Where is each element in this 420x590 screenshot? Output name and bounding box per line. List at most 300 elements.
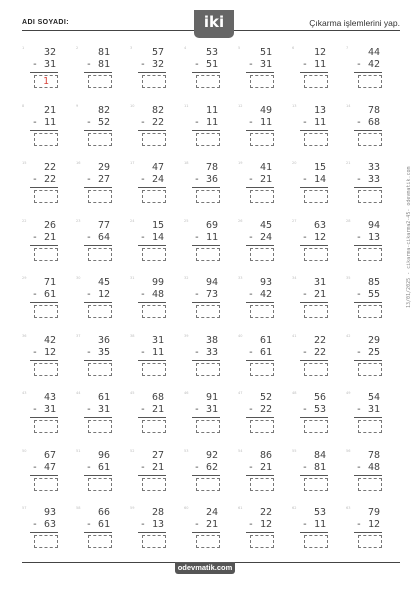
answer-box[interactable] (142, 248, 166, 261)
question-number: 47 (238, 391, 243, 395)
answer-box[interactable] (142, 75, 166, 88)
question-number: 32 (184, 276, 189, 280)
subtrahend-line (302, 117, 326, 128)
sum-rule (192, 532, 220, 533)
minus-sign: - (31, 231, 44, 243)
answer-box[interactable] (196, 305, 220, 318)
subtraction-problem (292, 274, 334, 324)
question-number: 54 (238, 448, 243, 453)
sum-rule (84, 360, 112, 361)
subtraction-problem (76, 44, 118, 94)
sum-rule (246, 475, 274, 476)
sum-rule (84, 187, 112, 188)
minus-sign: - (247, 461, 260, 473)
subtraction-problem (292, 447, 334, 497)
answer-value: 1 (43, 76, 49, 87)
subtrahend: 11 (259, 116, 272, 128)
subtrahend-line (86, 289, 110, 300)
subtrahend-line (356, 347, 380, 358)
subtraction-problem (184, 159, 226, 209)
sum-rule (84, 130, 112, 131)
subtrahend: 24 (259, 231, 272, 243)
answer-box[interactable] (34, 305, 58, 318)
answer-box[interactable] (34, 133, 58, 146)
subtraction-problem (346, 102, 388, 152)
answer-box[interactable] (304, 75, 328, 88)
question-number: 45 (130, 391, 135, 395)
answer-box[interactable] (358, 133, 382, 146)
answer-box[interactable] (304, 363, 328, 376)
minuend: 53 (205, 47, 218, 58)
minus-sign: - (301, 116, 314, 128)
minus-sign: - (247, 519, 260, 530)
minus-sign: - (301, 346, 314, 358)
subtrahend-line (140, 289, 164, 300)
minus-sign: - (301, 519, 314, 530)
subtrahend: 31 (205, 404, 218, 415)
subtraction-problem (130, 332, 172, 382)
answer-box[interactable] (142, 305, 166, 318)
subtraction-problem (76, 389, 118, 439)
footer-site: odevmatik.com (177, 563, 233, 572)
minus-sign: - (85, 116, 98, 128)
minus-sign: - (85, 289, 98, 300)
subtraction-problem (22, 102, 64, 152)
subtrahend: 33 (205, 346, 218, 358)
subtrahend: 81 (97, 59, 110, 70)
question-number: 40 (238, 333, 243, 338)
answer-box[interactable] (34, 420, 58, 433)
answer-box[interactable] (250, 75, 274, 88)
minuend: 78 (367, 449, 380, 461)
minuend: 79 (367, 507, 380, 518)
answer-box[interactable] (88, 478, 112, 491)
sum-rule (84, 302, 112, 303)
subtrahend-line (356, 404, 380, 415)
subtrahend: 33 (367, 174, 380, 185)
subtraction-problem (292, 44, 334, 94)
subtraction-problem (184, 447, 226, 497)
answer-box[interactable] (304, 535, 328, 548)
subtrahend: 11 (313, 116, 326, 128)
subtrahend-line (248, 462, 272, 473)
answer-box[interactable] (88, 420, 112, 433)
answer-box[interactable] (142, 478, 166, 491)
answer-box[interactable] (196, 75, 220, 88)
question-number: 36 (22, 333, 27, 338)
answer-box[interactable] (250, 305, 274, 318)
sum-rule (300, 130, 328, 131)
sum-rule (30, 532, 58, 533)
name-label: ADI SOYADI: (22, 19, 69, 26)
subtrahend-line (32, 117, 56, 128)
minus-sign: - (85, 231, 98, 243)
sum-rule (354, 417, 382, 418)
question-number: 18 (184, 161, 189, 165)
question-number: 31 (130, 276, 135, 280)
subtrahend: 12 (43, 346, 56, 358)
question-number: 23 (76, 218, 81, 223)
answer-box[interactable] (304, 248, 328, 261)
minuend: 29 (367, 334, 380, 346)
minus-sign: - (355, 346, 368, 358)
question-number: 2 (76, 46, 79, 50)
answer-box[interactable] (196, 190, 220, 203)
subtrahend-line (86, 519, 110, 530)
subtraction-problem (22, 389, 64, 439)
subtraction-problem (292, 217, 334, 267)
subtrahend: 12 (367, 519, 380, 530)
subtrahend-line (32, 462, 56, 473)
subtrahend: 12 (259, 519, 272, 530)
question-number: 7 (346, 46, 349, 50)
minuend: 78 (367, 104, 380, 116)
minus-sign: - (355, 404, 368, 415)
answer-box[interactable] (34, 363, 58, 376)
subtrahend-line (86, 347, 110, 358)
question-number: 13 (292, 103, 297, 108)
question-number: 39 (184, 333, 189, 338)
minus-sign: - (31, 404, 44, 415)
subtraction-problem (22, 332, 64, 382)
question-number: 5 (238, 46, 241, 50)
subtrahend-line (140, 59, 164, 70)
subtraction-problem (184, 217, 226, 267)
sum-rule (138, 417, 166, 418)
subtraction-problem (238, 102, 280, 152)
sum-rule (354, 532, 382, 533)
subtrahend-line (140, 174, 164, 185)
question-number: 55 (292, 448, 297, 453)
worksheet-header (22, 10, 400, 38)
minuend: 11 (205, 104, 218, 116)
answer-box[interactable] (34, 248, 58, 261)
answer-box[interactable] (196, 420, 220, 433)
minuend: 66 (97, 507, 110, 518)
subtraction-problem (130, 389, 172, 439)
subtrahend-line (140, 232, 164, 243)
subtrahend: 24 (151, 174, 164, 185)
answer-box[interactable] (358, 248, 382, 261)
subtraction-problem (292, 504, 334, 554)
minuend: 96 (97, 449, 110, 461)
subtraction-problem (130, 44, 172, 94)
subtrahend: 73 (205, 289, 218, 300)
minuend: 86 (259, 449, 272, 461)
subtraction-problem (346, 504, 388, 554)
answer-box[interactable] (196, 535, 220, 548)
answer-box[interactable] (196, 363, 220, 376)
question-number: 27 (292, 218, 297, 223)
minuend: 36 (97, 334, 110, 346)
subtrahend-line (86, 404, 110, 415)
answer-box[interactable] (358, 305, 382, 318)
subtrahend-line (32, 232, 56, 243)
subtrahend: 14 (313, 174, 326, 185)
answer-box[interactable] (88, 248, 112, 261)
instruction-text: Çıkarma işlemlerini yap. (309, 18, 400, 28)
minus-sign: - (355, 519, 368, 530)
minus-sign: - (355, 461, 368, 473)
minus-sign: - (85, 404, 98, 415)
sum-rule (138, 130, 166, 131)
answer-box[interactable] (250, 248, 274, 261)
answer-box[interactable] (358, 535, 382, 548)
subtraction-problem (22, 274, 64, 324)
sum-rule (300, 302, 328, 303)
answer-box[interactable] (88, 535, 112, 548)
problem-row (22, 44, 400, 102)
subtrahend-line (140, 462, 164, 473)
sum-rule (192, 187, 220, 188)
answer-box[interactable] (304, 478, 328, 491)
subtrahend-line (194, 59, 218, 70)
subtrahend: 36 (205, 174, 218, 185)
sum-rule (138, 302, 166, 303)
answer-box[interactable] (304, 420, 328, 433)
answer-box[interactable] (304, 305, 328, 318)
answer-box[interactable] (88, 363, 112, 376)
question-number: 49 (346, 391, 351, 395)
answer-box[interactable] (250, 535, 274, 548)
subtrahend: 55 (367, 289, 380, 300)
answer-box[interactable] (304, 190, 328, 203)
question-number: 21 (346, 161, 351, 165)
minuend: 57 (151, 47, 164, 58)
question-number: 16 (76, 161, 81, 165)
minus-sign: - (31, 116, 44, 128)
question-number: 1 (22, 46, 25, 50)
minuend: 43 (43, 392, 56, 403)
question-number: 9 (76, 103, 79, 108)
subtraction-problem (292, 389, 334, 439)
answer-box[interactable] (34, 535, 58, 548)
subtraction-problem (238, 332, 280, 382)
minuend: 26 (43, 219, 56, 231)
question-number: 48 (292, 391, 297, 395)
question-number: 14 (346, 103, 351, 108)
answer-box[interactable] (250, 363, 274, 376)
subtrahend: 21 (259, 174, 272, 185)
subtrahend: 22 (259, 404, 272, 415)
minus-sign: - (31, 59, 44, 70)
answer-box[interactable] (196, 133, 220, 146)
minuend: 45 (259, 219, 272, 231)
question-number: 59 (130, 506, 135, 510)
minus-sign: - (193, 231, 206, 243)
subtrahend-line (302, 404, 326, 415)
minuend: 94 (367, 219, 380, 231)
minuend: 31 (151, 334, 164, 346)
question-number: 46 (184, 391, 189, 395)
sum-rule (192, 72, 220, 73)
subtrahend: 21 (151, 404, 164, 415)
subtraction-problem (238, 44, 280, 94)
sum-rule (246, 245, 274, 246)
minuend: 93 (43, 507, 56, 518)
subtrahend: 22 (43, 174, 56, 185)
answer-box[interactable] (196, 478, 220, 491)
subtrahend: 47 (43, 461, 56, 473)
sum-rule (354, 187, 382, 188)
minuend: 99 (151, 277, 164, 288)
sum-rule (300, 532, 328, 533)
question-number: 35 (346, 276, 351, 280)
answer-box[interactable] (358, 190, 382, 203)
answer-box[interactable] (142, 535, 166, 548)
sum-rule (300, 417, 328, 418)
minus-sign: - (139, 231, 152, 243)
subtrahend: 51 (205, 59, 218, 70)
subtraction-problem (292, 332, 334, 382)
minuend: 24 (205, 507, 218, 518)
subtrahend: 12 (313, 231, 326, 243)
subtrahend: 22 (151, 116, 164, 128)
answer-box[interactable] (88, 305, 112, 318)
answer-box[interactable] (250, 133, 274, 146)
question-number: 20 (292, 161, 297, 165)
subtrahend: 31 (367, 404, 380, 415)
answer-box[interactable] (34, 190, 58, 203)
subtrahend: 61 (97, 519, 110, 530)
subtrahend: 42 (259, 289, 272, 300)
minus-sign: - (139, 289, 152, 300)
subtrahend: 31 (259, 59, 272, 70)
minuend: 28 (151, 507, 164, 518)
minus-sign: - (193, 404, 206, 415)
answer-box[interactable] (358, 420, 382, 433)
subtraction-problem (76, 217, 118, 267)
minus-sign: - (31, 174, 44, 185)
subtraction-problem (184, 102, 226, 152)
subtrahend-line (32, 347, 56, 358)
answer-box[interactable] (34, 478, 58, 491)
grade-badge (194, 10, 234, 38)
minuend: 22 (259, 507, 272, 518)
subtrahend-line (248, 519, 272, 530)
answer-box[interactable] (142, 133, 166, 146)
minus-sign: - (355, 231, 368, 243)
subtrahend-line (32, 404, 56, 415)
minus-sign: - (355, 174, 368, 185)
sum-rule (84, 475, 112, 476)
sum-rule (138, 532, 166, 533)
subtrahend-line (302, 519, 326, 530)
question-number: 52 (130, 448, 135, 453)
answer-box[interactable] (142, 363, 166, 376)
minuend: 84 (313, 449, 326, 461)
question-number: 53 (184, 448, 189, 453)
minuend: 63 (313, 219, 326, 231)
answer-box[interactable] (304, 133, 328, 146)
subtraction-problem (238, 504, 280, 554)
minuend: 68 (151, 392, 164, 403)
subtrahend: 25 (367, 346, 380, 358)
sum-rule (192, 245, 220, 246)
answer-box[interactable] (358, 75, 382, 88)
subtrahend-line (302, 289, 326, 300)
minus-sign: - (85, 461, 98, 473)
subtrahend: 21 (313, 289, 326, 300)
subtraction-problem (76, 274, 118, 324)
answer-box[interactable] (142, 190, 166, 203)
sum-rule (246, 187, 274, 188)
sum-rule (354, 245, 382, 246)
answer-box[interactable] (88, 190, 112, 203)
minuend: 71 (43, 277, 56, 288)
answer-box[interactable] (34, 75, 58, 88)
subtraction-problem (76, 504, 118, 554)
question-number: 51 (76, 448, 81, 453)
problem-row (22, 389, 400, 447)
problem-row (22, 332, 400, 390)
problem-row (22, 504, 400, 562)
minuend: 51 (259, 47, 272, 58)
question-number: 61 (238, 506, 243, 510)
minuend: 15 (151, 219, 164, 231)
problem-grid (22, 44, 400, 562)
question-number: 56 (346, 448, 351, 453)
footer-badge (175, 562, 235, 574)
answer-box[interactable] (88, 75, 112, 88)
minuend: 32 (43, 47, 56, 58)
answer-box[interactable] (196, 248, 220, 261)
subtraction-problem (22, 44, 64, 94)
minus-sign: - (85, 519, 98, 530)
subtrahend: 12 (97, 289, 110, 300)
question-number: 41 (292, 333, 297, 338)
subtrahend: 21 (43, 231, 56, 243)
sum-rule (84, 417, 112, 418)
subtrahend: 48 (367, 461, 380, 473)
minuend: 47 (151, 162, 164, 173)
answer-box[interactable] (358, 478, 382, 491)
sum-rule (138, 187, 166, 188)
minus-sign: - (247, 404, 260, 415)
subtrahend-line (356, 117, 380, 128)
subtraction-problem (76, 332, 118, 382)
answer-box[interactable] (358, 363, 382, 376)
sum-rule (138, 360, 166, 361)
minuend: 56 (313, 392, 326, 403)
subtrahend: 68 (367, 116, 380, 128)
minuend: 41 (259, 162, 272, 173)
minus-sign: - (139, 519, 152, 530)
subtrahend-line (32, 59, 56, 70)
subtraction-problem (22, 447, 64, 497)
subtraction-problem (22, 159, 64, 209)
minus-sign: - (139, 174, 152, 185)
question-number: 19 (238, 161, 243, 165)
subtraction-problem (346, 447, 388, 497)
minus-sign: - (85, 346, 98, 358)
subtraction-problem (346, 44, 388, 94)
question-number: 24 (130, 218, 135, 223)
sum-rule (84, 245, 112, 246)
answer-box[interactable] (142, 420, 166, 433)
minuend: 69 (205, 219, 218, 231)
subtraction-problem (238, 389, 280, 439)
question-number: 26 (238, 218, 243, 223)
minuend: 27 (151, 449, 164, 461)
answer-box[interactable] (250, 190, 274, 203)
minus-sign: - (31, 461, 44, 473)
answer-box[interactable] (88, 133, 112, 146)
answer-box[interactable] (250, 420, 274, 433)
subtrahend: 21 (259, 461, 272, 473)
subtrahend: 21 (205, 519, 218, 530)
answer-box[interactable] (250, 478, 274, 491)
